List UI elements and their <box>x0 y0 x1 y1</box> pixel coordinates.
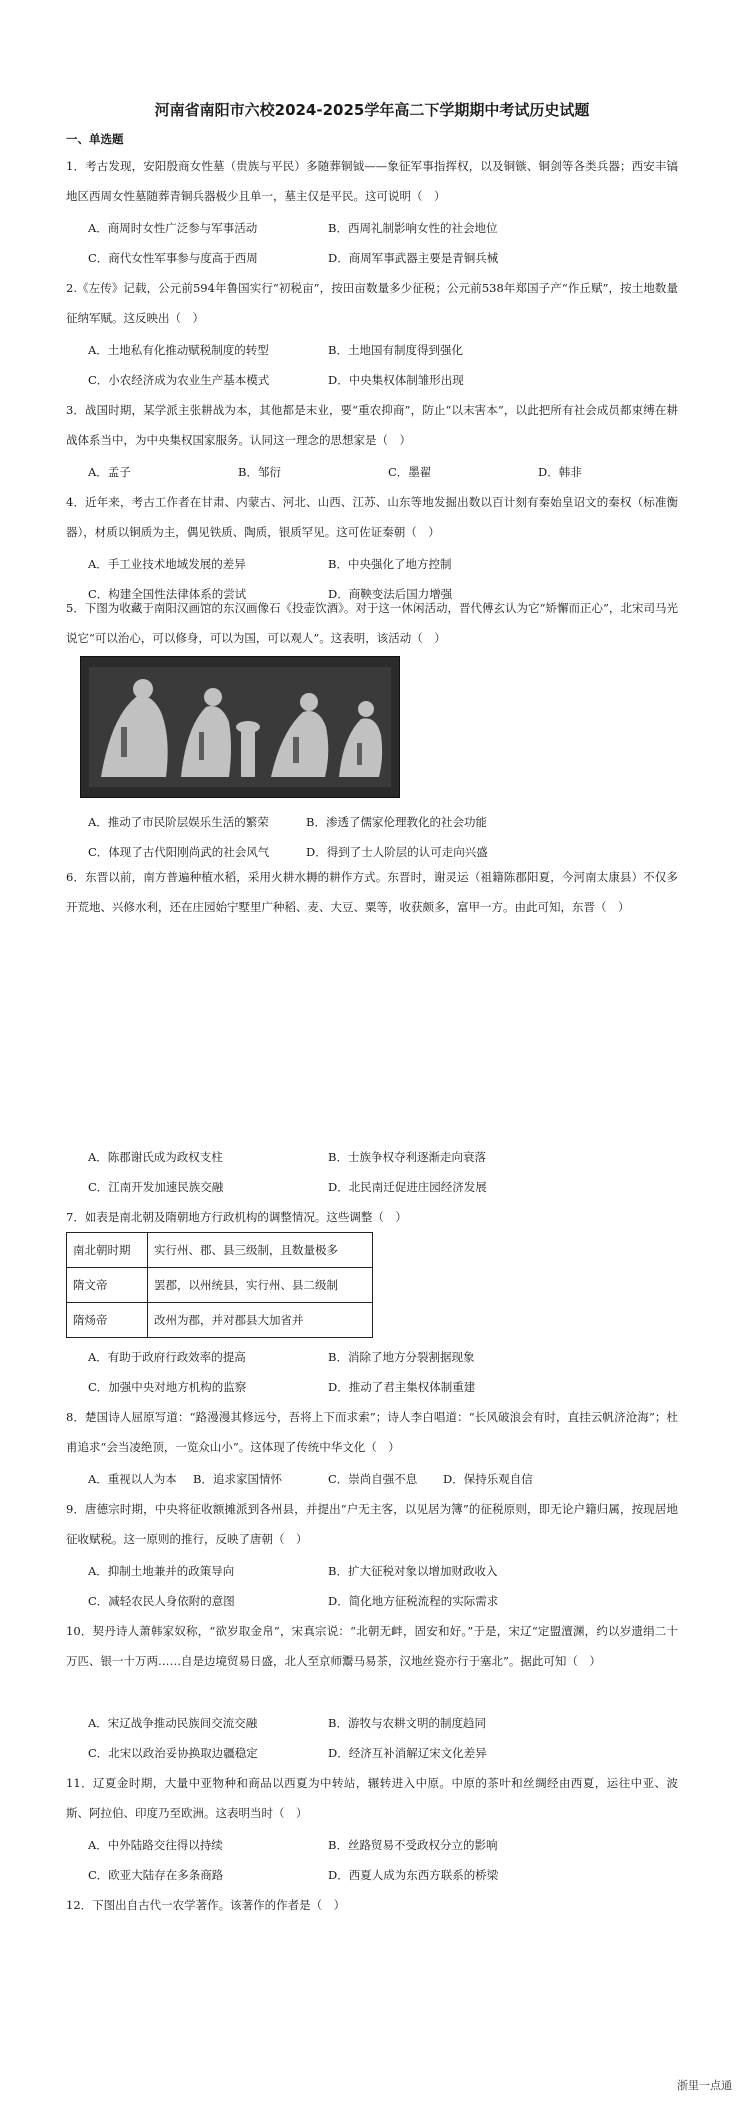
option-c: C．商代女性军事参与度高于西周 <box>88 251 258 265</box>
question-3-options <box>88 457 678 487</box>
question-12 <box>66 1890 678 1920</box>
option-c: C．崇尚自强不息 <box>328 1472 418 1486</box>
option-b: B．士族争权夺利逐渐走向衰落 <box>328 1150 486 1164</box>
option-b: B．游牧与农耕文明的制度趋同 <box>328 1716 486 1730</box>
question-4 <box>66 487 678 547</box>
question-stem: 4．近年来，考古工作者在甘肃、内蒙古、河北、山西、江苏、山东等地发掘出数以百计刻有秦始皇诏文的秦权（标准衡器），材质以铜质为主，偶见铁质、陶质，银质罕见。这可佐证秦朝（ ） <box>66 495 678 539</box>
table-row <box>67 1268 373 1303</box>
question-8-options <box>88 1464 678 1494</box>
question-7-options <box>88 1342 678 1402</box>
table-cell-content: 实行州、郡、县三级制，且数量极多 <box>148 1233 373 1268</box>
question-stem: 2.《左传》记载，公元前594年鲁国实行“初税亩”，按田亩数量多少征税；公元前538年郑国子产“作丘赋”，按土地数量征纳军赋。这反映出（ ） <box>66 281 678 325</box>
option-d: D．韩非 <box>538 465 582 479</box>
question-1 <box>66 151 678 211</box>
footer-watermark: 浙里一点通 <box>677 2079 732 2092</box>
question-stem: 8．楚国诗人屈原写道：“路漫漫其修远兮，吾将上下而求索”；诗人李白唱道：“长风破浪会有时，直挂云帆济沧海”；杜甫追求“会当凌绝顶，一览众山小”。这体现了传统中华文化（ ） <box>66 1410 678 1454</box>
option-d: D．保持乐观自信 <box>443 1472 533 1486</box>
question-stem: 1．考古发现，安阳殷商女性墓（贵族与平民）多随葬铜钺——象征军事指挥权，以及铜镞、铜剑等各类兵器；西安丰镐地区西周女性墓随葬青铜兵器极少且单一，墓主仅是平民。这可说明（ ） <box>66 159 678 203</box>
option-d: D．北民南迁促进庄园经济发展 <box>328 1180 487 1194</box>
question-stem: 6．东晋以前，南方普遍种植水稻，采用火耕水耨的耕作方式。东晋时，谢灵运（祖籍陈郡阳夏，今河南太康县）不仅多开荒地、兴修水利，还在庄园始宁墅里广种稻、麦、大豆、粟等，收获颇多，富甲一方。由此可知，东晋（ ） <box>66 870 678 914</box>
option-d: D．西夏人成为东西方联系的桥梁 <box>328 1868 499 1882</box>
option-c: C．减轻农民人身依附的意图 <box>88 1594 235 1608</box>
question-10 <box>66 1616 678 1676</box>
option-a: A．土地私有化推动赋税制度的转型 <box>88 343 269 357</box>
question-stem: 11．辽夏金时期，大量中亚物种和商品以西夏为中转站，辗转进入中原。中原的茶叶和丝绸经由西夏，运往中亚、波斯、阿拉伯、印度乃至欧洲。这表明当时（ ） <box>66 1776 678 1820</box>
option-c: C．加强中央对地方机构的监察 <box>88 1380 247 1394</box>
option-b: B．消除了地方分裂割据现象 <box>328 1350 475 1364</box>
question-3 <box>66 395 678 455</box>
option-c: C．墨翟 <box>388 465 432 479</box>
option-c: C．江南开发加速民族交融 <box>88 1180 224 1194</box>
option-d: D．商鞅变法后国力增强 <box>328 587 453 601</box>
option-d: D．推动了君主集权体制重建 <box>328 1380 476 1394</box>
option-a: A．孟子 <box>88 465 131 479</box>
question-9-options <box>88 1556 678 1616</box>
option-c: C．小农经济成为农业生产基本模式 <box>88 373 270 387</box>
option-c: C．欧亚大陆存在多条商路 <box>88 1868 224 1882</box>
page-title: 河南省南阳市六校2024-2025学年高二下学期期中考试历史试题 <box>154 101 590 119</box>
question-9 <box>66 1494 678 1554</box>
touhu-relief-picture <box>81 657 399 797</box>
table-cell-period: 隋文帝 <box>67 1268 148 1303</box>
question-2 <box>66 273 678 333</box>
option-b: B．扩大征税对象以增加财政收入 <box>328 1564 498 1578</box>
question-stem: 3．战国时期，某学派主张耕战为本，其他都是末业，要“重农抑商”，防止“以末害本”，以此把所有社会成员都束缚在耕战体系当中，为中央集权国家服务。认同这一理念的思想家是（ ） <box>66 403 678 447</box>
question-11-options <box>88 1830 678 1890</box>
option-b: B．西周礼制影响女性的社会地位 <box>328 221 498 235</box>
option-a: A．重视以人为本 <box>88 1472 177 1486</box>
table-cell-period: 隋炀帝 <box>67 1303 148 1338</box>
option-b: B．丝路贸易不受政权分立的影响 <box>328 1838 498 1852</box>
question-8 <box>66 1402 678 1462</box>
table-cell-period: 南北朝时期 <box>67 1233 148 1268</box>
question-11 <box>66 1768 678 1828</box>
question-6 <box>66 862 678 922</box>
stone-relief-image <box>80 656 400 798</box>
option-a: A．中外陆路交往得以持续 <box>88 1838 223 1852</box>
option-d: D．商周军事武器主要是青铜兵械 <box>328 251 499 265</box>
option-c: C．构建全国性法律体系的尝试 <box>88 587 247 601</box>
option-d: D．经济互补消解辽宋文化差异 <box>328 1746 487 1760</box>
option-d: D．简化地方征税流程的实际需求 <box>328 1594 499 1608</box>
question-5-options <box>88 807 678 867</box>
table-row <box>67 1303 373 1338</box>
question-7 <box>66 1202 678 1232</box>
question-1-options <box>88 213 678 273</box>
admin-structure-table <box>66 1232 373 1338</box>
question-10-options <box>88 1708 678 1768</box>
question-stem: 9．唐德宗时期，中央将征收额摊派到各州县，并提出“户无主客，以见居为簿”的征税原则，即无论户籍归属，按现居地征收赋税。这一原则的推行，反映了唐朝（ ） <box>66 1502 678 1546</box>
option-b: B．邹衍 <box>238 465 281 479</box>
question-stem: 7．如表是南北朝及隋朝地方行政机构的调整情况。这些调整（ ） <box>66 1210 407 1224</box>
option-c: C．北宋以政治妥协换取边疆稳定 <box>88 1746 258 1760</box>
option-a: A．商周时女性广泛参与军事活动 <box>88 221 258 235</box>
option-a: A．抑制土地兼并的政策导向 <box>88 1564 235 1578</box>
option-a: A．推动了市民阶层娱乐生活的繁荣 <box>88 815 269 829</box>
option-b: B．渗透了儒家伦理教化的社会功能 <box>306 815 487 829</box>
option-b: B．追求家国情怀 <box>193 1472 282 1486</box>
option-a: A．手工业技术地域发展的差异 <box>88 557 246 571</box>
option-b: B．中央强化了地方控制 <box>328 557 452 571</box>
table-cell-content: 改州为郡，并对郡县大加省并 <box>148 1303 373 1338</box>
option-d: D．中央集权体制雏形出现 <box>328 373 464 387</box>
option-a: A．宋辽战争推动民族间交流交融 <box>88 1716 258 1730</box>
question-6-options <box>88 1142 678 1202</box>
section-heading: 一、单选题 <box>66 132 124 146</box>
question-stem: 10．契丹诗人萧韩家奴称，“欲岁取金帛”，宋真宗说：“北朝无衅，固安和好。”于是，宋辽“定盟澶渊，约以岁遗绢二十万匹、银一十万两……自是边境贸易日盛，北人至京师鬻马易茶，汉地丝瓷亦行于塞北”。据此可知（ ） <box>66 1624 678 1668</box>
option-c: C．体现了古代阳刚尚武的社会风气 <box>88 845 270 859</box>
question-5 <box>66 593 678 653</box>
option-a: A．陈郡谢氏成为政权支柱 <box>88 1150 223 1164</box>
question-2-options <box>88 335 678 395</box>
question-stem: 5．下图为收藏于南阳汉画馆的东汉画像石《投壶饮酒》。对于这一休闲活动，晋代傅玄认为它“矫懈而正心”，北宋司马光说它“可以治心，可以修身，可以为国，可以观人”。这表明，该活动（ ） <box>66 601 678 645</box>
question-stem: 12．下图出自古代一农学著作。该著作的作者是（ ） <box>66 1898 346 1912</box>
option-a: A．有助于政府行政效率的提高 <box>88 1350 246 1364</box>
table-row <box>67 1233 373 1268</box>
table-cell-content: 罢郡，以州统县，实行州、县二级制 <box>148 1268 373 1303</box>
option-b: B．土地国有制度得到强化 <box>328 343 463 357</box>
option-d: D．得到了士人阶层的认可走向兴盛 <box>306 845 488 859</box>
